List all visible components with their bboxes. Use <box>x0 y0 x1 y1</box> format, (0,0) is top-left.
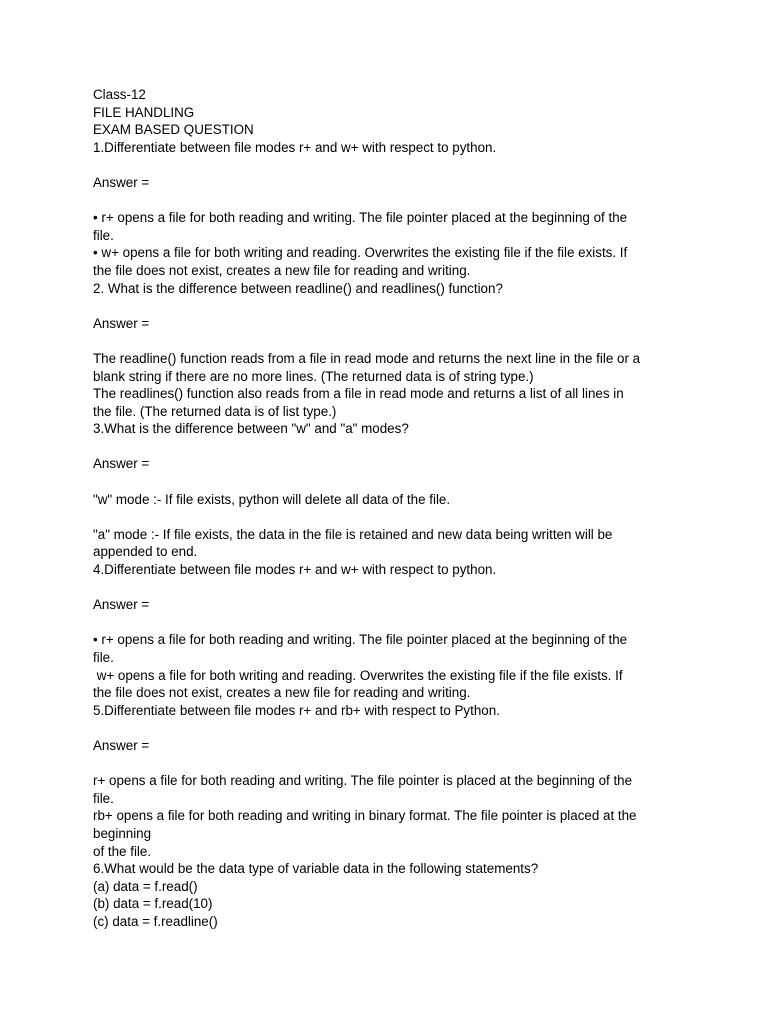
answer-2-line: blank string if there are no more lines. (The returned data is of string type.) <box>93 368 534 384</box>
answer-4-line: the file does not exist, creates a new file for reading and writing. <box>93 685 471 701</box>
answer-2-line: the file. (The returned data is of list type.) <box>93 403 337 419</box>
answer-4-line: w+ opens a file for both writing and reading. Overwrites the existing file if the file exists. If <box>93 667 623 683</box>
spacer <box>93 332 693 350</box>
answer-4-line: file. <box>93 650 114 665</box>
answer-2-line: The readline() function reads from a file in read mode and returns the next line in the file or a <box>93 350 641 366</box>
question-2: 2. What is the difference between readline() and readlines() function? <box>93 280 503 296</box>
spacer <box>93 579 693 597</box>
answer-2-line: The readlines() function also reads from a file in read mode and returns a list of all lines in <box>93 386 624 402</box>
answer-5-line: of the file. <box>93 843 152 859</box>
option-a: (a) data = f.read() <box>93 878 198 894</box>
answer-label-1: Answer = <box>93 174 150 190</box>
spacer <box>93 755 693 773</box>
answer-1-line: the file does not exist, creates a new file for reading and writing. <box>93 262 471 278</box>
spacer <box>93 156 693 174</box>
answer-3-w-mode: "w" mode :- If file exists, python will delete all data of the file. <box>93 491 451 507</box>
answer-1-line: • w+ opens a file for both writing and reading. Overwrites the existing file if the file exists. If <box>93 245 628 261</box>
answer-5-line: file. <box>93 790 114 806</box>
option-c: (c) data = f.readline() <box>93 913 218 929</box>
answer-1-line: file. <box>93 227 114 243</box>
answer-3-a-mode-line: "a" mode :- If file exists, the data in the file is retained and new data being written will be <box>93 526 613 542</box>
answer-5-line: rb+ opens a file for both reading and writing in binary format. The file pointer is placed at the <box>93 808 637 824</box>
subject-title: FILE HANDLING <box>93 104 195 120</box>
answer-label-5: Answer = <box>93 737 150 753</box>
spacer <box>93 297 693 315</box>
question-1: 1.Differentiate between file modes r+ and w+ with respect to python. <box>93 139 497 155</box>
spacer <box>93 192 693 210</box>
section-heading: EXAM BASED QUESTION <box>93 122 254 138</box>
answer-label-4: Answer = <box>93 597 150 613</box>
spacer <box>93 614 693 632</box>
answer-5-line: beginning <box>93 825 152 841</box>
spacer <box>93 508 693 526</box>
spacer <box>93 473 693 491</box>
option-b: (b) data = f.read(10) <box>93 896 213 912</box>
spacer <box>93 438 693 456</box>
answer-1-line: • r+ opens a file for both reading and writing. The file pointer placed at the beginning of the <box>93 210 628 226</box>
answer-label-2: Answer = <box>93 315 150 331</box>
answer-5-line: r+ opens a file for both reading and writing. The file pointer is placed at the beginning of the <box>93 773 633 789</box>
answer-label-3: Answer = <box>93 456 150 472</box>
class-label: Class-12 <box>93 87 146 102</box>
question-6: 6.What would be the data type of variable data in the following statements? <box>93 861 539 877</box>
answer-4-line: • r+ opens a file for both reading and writing. The file pointer placed at the beginning of the <box>93 632 628 648</box>
question-5: 5.Differentiate between file modes r+ and rb+ with respect to Python. <box>93 702 500 718</box>
question-3: 3.What is the difference between "w" and "a" modes? <box>93 421 409 437</box>
document-page <box>93 86 693 931</box>
spacer <box>93 719 693 737</box>
answer-3-a-mode-line: appended to end. <box>93 544 198 560</box>
question-4: 4.Differentiate between file modes r+ and w+ with respect to python. <box>93 562 497 578</box>
